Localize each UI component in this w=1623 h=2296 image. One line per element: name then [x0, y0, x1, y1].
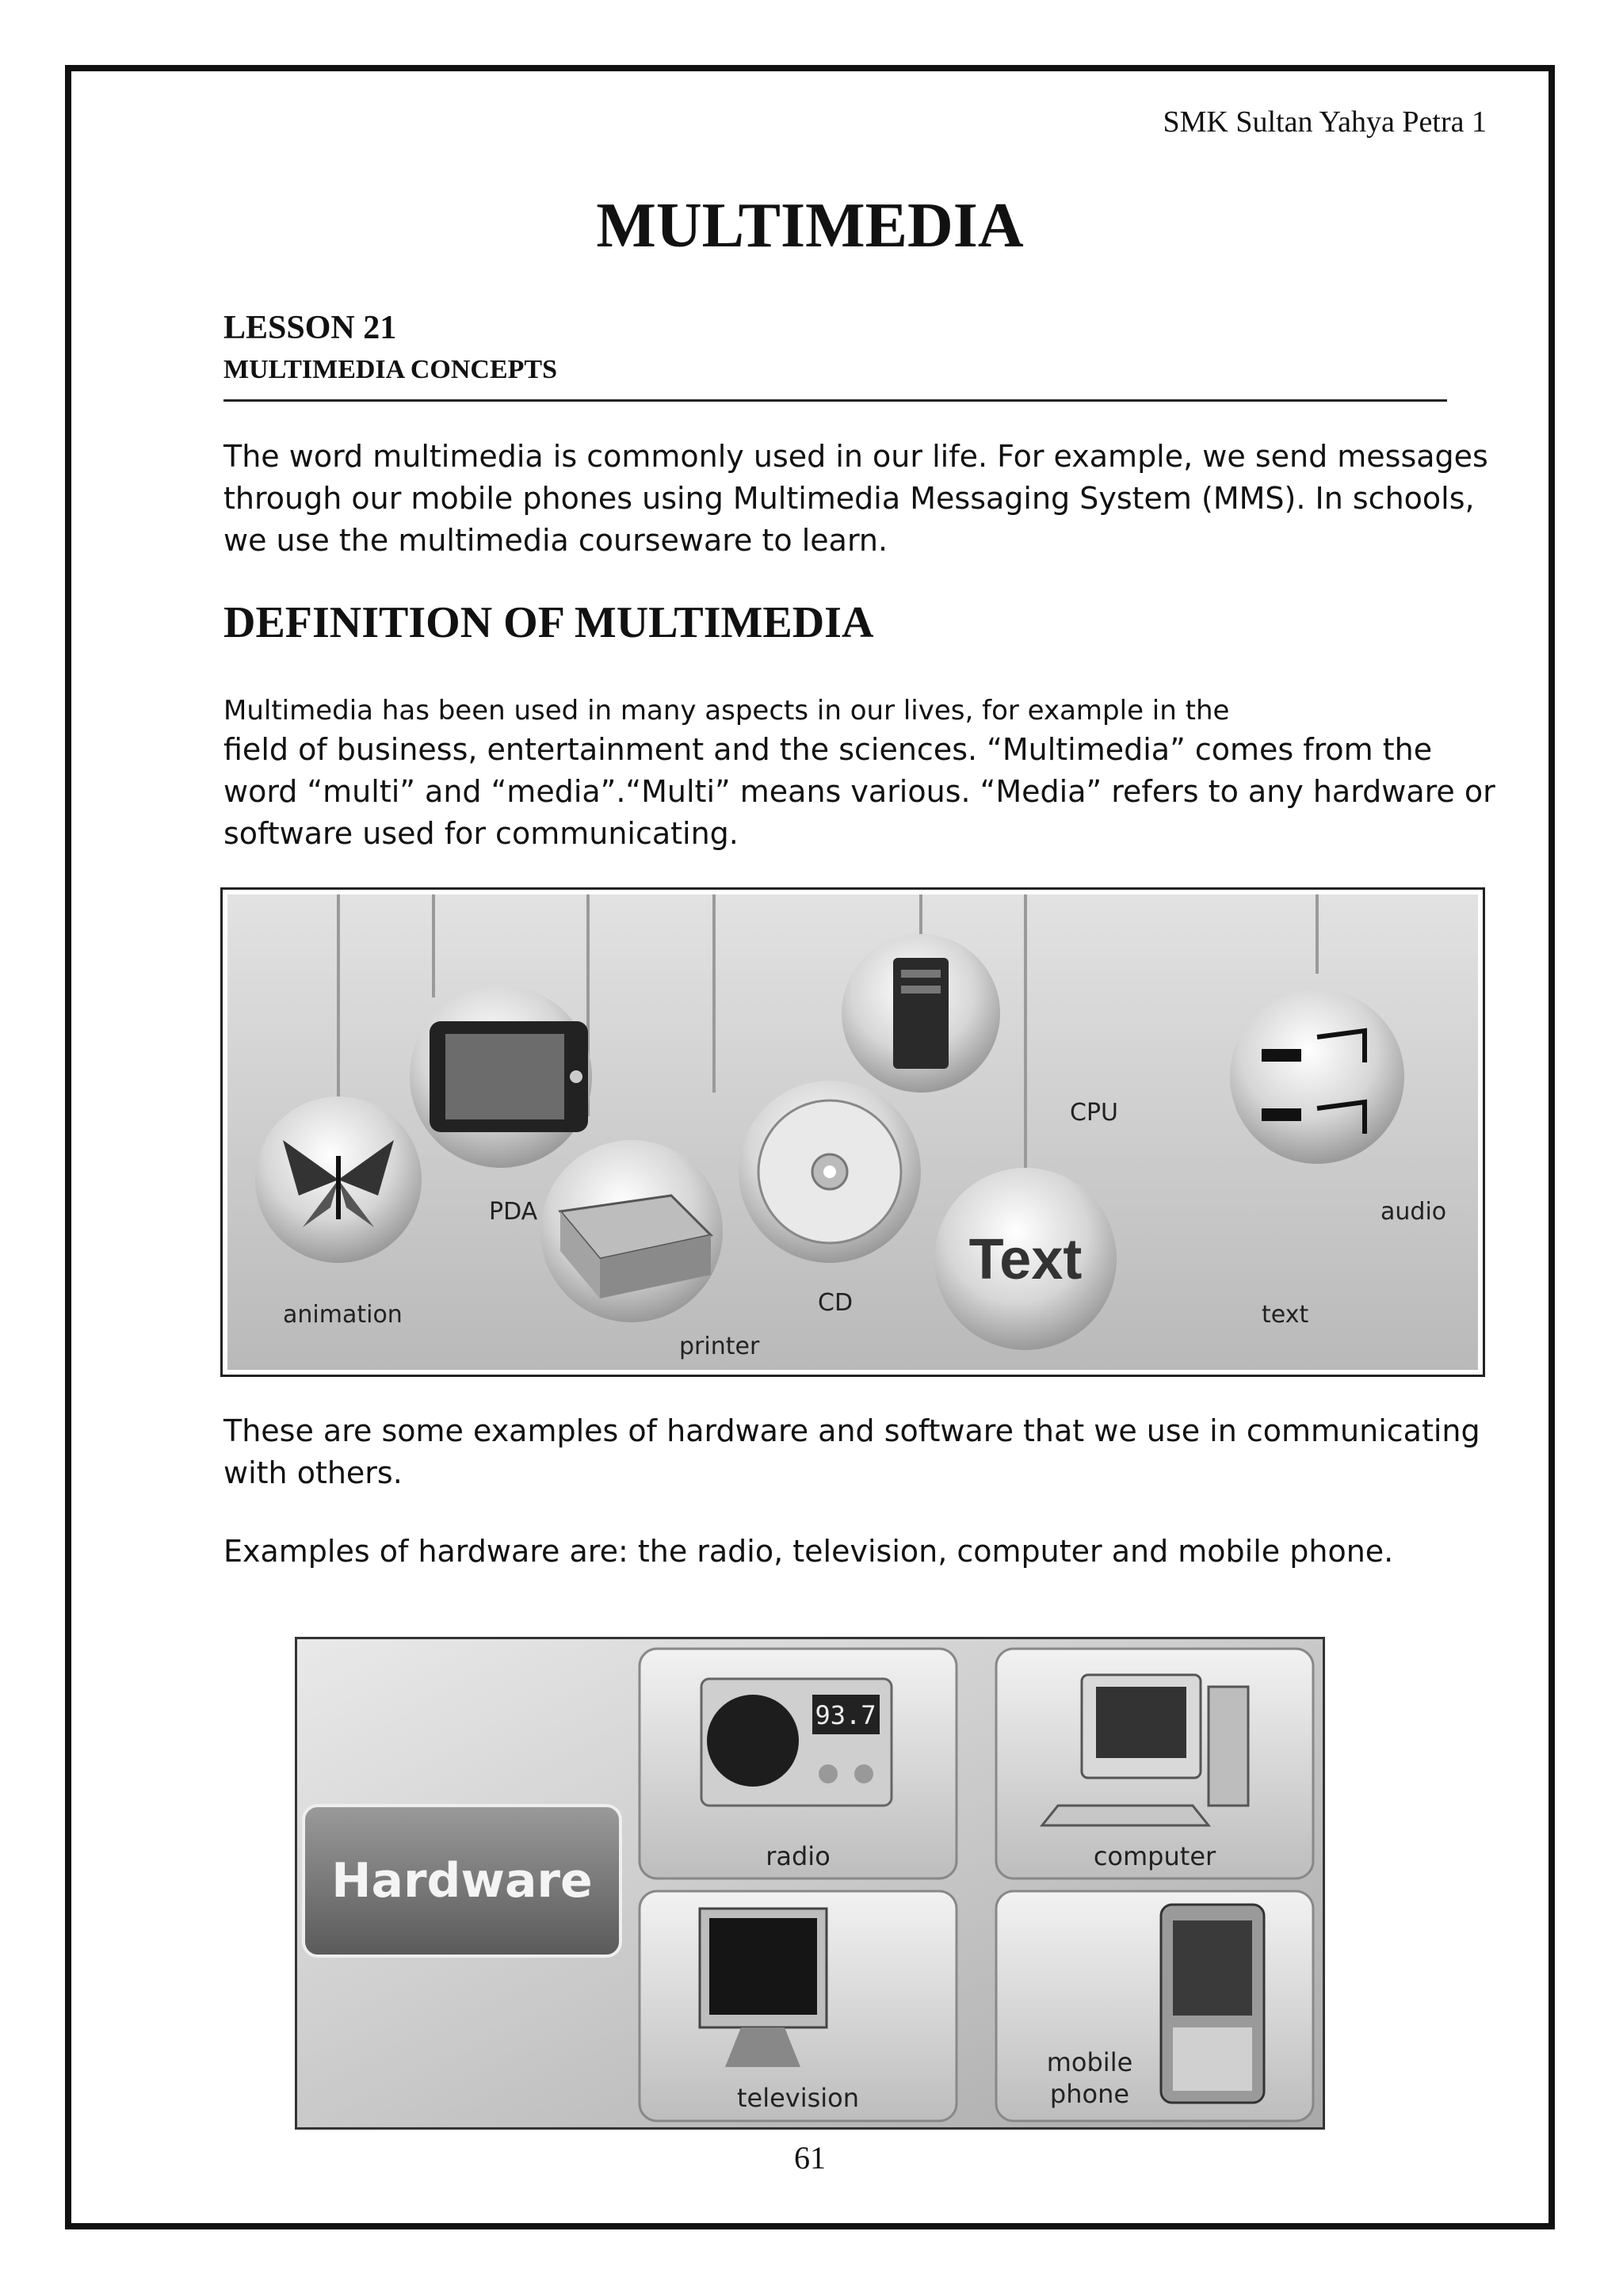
hardware-illustration	[297, 1639, 1323, 2127]
hardware-title-panel	[304, 1806, 621, 1956]
label-pda: PDA	[489, 1198, 538, 1226]
multimedia-elements-illustration	[227, 894, 1478, 1370]
page-frame	[65, 65, 1555, 2229]
label-text: text	[1262, 1301, 1309, 1329]
computer-tile	[996, 1649, 1313, 1878]
label-cd: CD	[818, 1289, 854, 1317]
intro-paragraph: The word multimedia is commonly used in our life. For example, we send messages through our mobile phones using Multimedia Messaging System (MMS). In schools, we use the multimedia courseware to learn.	[223, 439, 1488, 558]
cd-sphere	[739, 1081, 921, 1263]
label-audio: audio	[1381, 1198, 1447, 1226]
lesson-subtitle: MULTIMEDIA CONCEPTS	[223, 355, 557, 384]
mobile-phone-tile	[996, 1891, 1313, 2121]
animation-sphere	[255, 1097, 422, 1263]
label-radio: radio	[766, 1841, 831, 1871]
label-printer: printer	[679, 1333, 760, 1360]
page-number: 61	[794, 2140, 826, 2176]
definition-paragraph: field of business, entertainment and the sciences. “Multimedia” comes from the word “multi” and “media”.“Multi” means various. “Media” refers to any hardware or software used for communicating.	[223, 732, 1495, 851]
school-name: SMK Sultan Yahya Petra 1	[1163, 105, 1487, 139]
cpu-sphere	[842, 934, 1000, 1093]
definition-heading: DEFINITION OF MULTIMEDIA	[223, 598, 874, 647]
hardware-paragraph: Examples of hardware are: the radio, television, computer and mobile phone.	[223, 1534, 1394, 1569]
label-mobile-line2: phone	[1049, 2079, 1130, 2109]
radio-tile	[640, 1649, 957, 1878]
label-cpu: CPU	[1070, 1099, 1118, 1127]
examples-paragraph: These are some examples of hardware and software that we use in communicating with others.	[223, 1413, 1480, 1490]
audio-sphere	[1230, 990, 1404, 1164]
hardware-figure	[295, 1637, 1325, 2130]
television-tile	[640, 1891, 957, 2121]
label-computer: computer	[1093, 1841, 1216, 1871]
pda-sphere	[410, 986, 592, 1168]
label-mobile-line1: mobile	[1046, 2047, 1133, 2077]
text-ball-word: Text	[968, 1228, 1083, 1291]
text-sphere	[934, 1168, 1117, 1350]
radio-display: 93.7	[815, 1700, 876, 1730]
hardware-label: Hardware	[331, 1853, 593, 1909]
section-divider	[223, 399, 1447, 402]
label-television: television	[736, 2083, 860, 2113]
definition-first-line: Multimedia has been used in many aspects in our lives, for example in the	[223, 695, 1230, 727]
page-title: MULTIMEDIA	[596, 191, 1024, 261]
multimedia-elements-figure	[220, 887, 1485, 1377]
label-animation: animation	[283, 1301, 403, 1329]
lesson-number: LESSON 21	[223, 310, 397, 346]
printer-sphere	[540, 1140, 723, 1322]
